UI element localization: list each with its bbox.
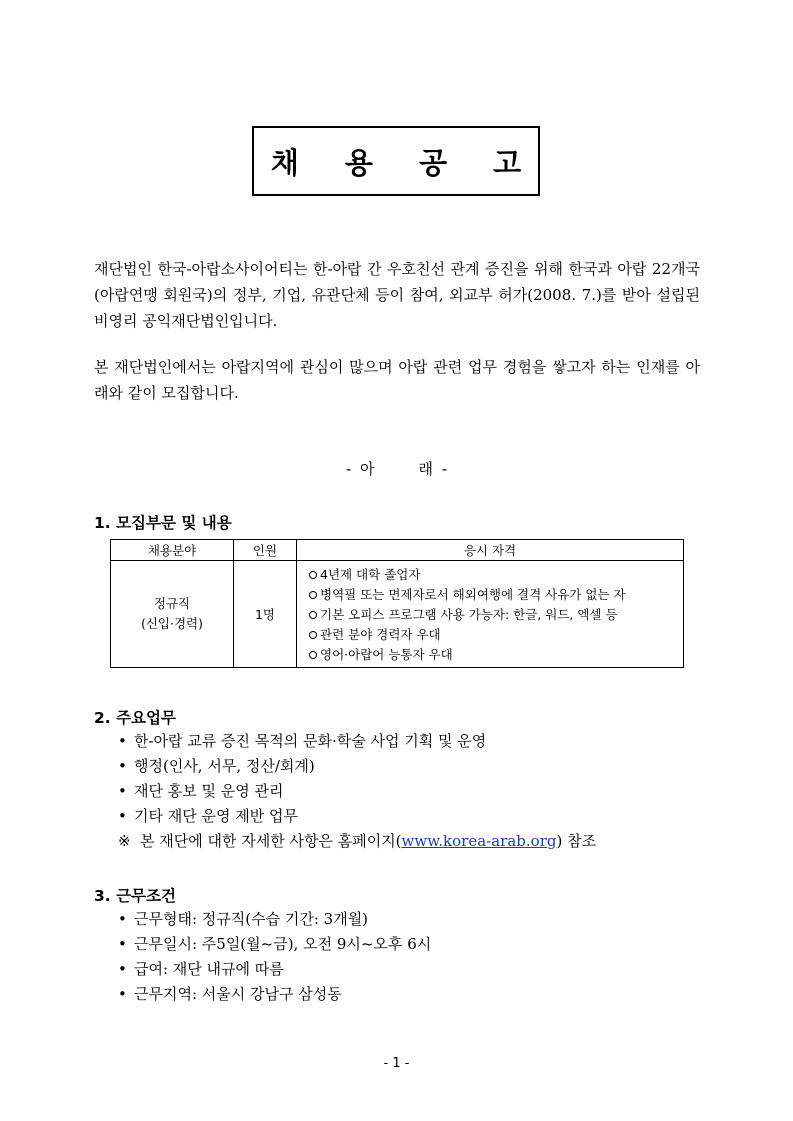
bullet-icon: •	[118, 910, 127, 928]
list-item	[118, 729, 596, 754]
circle-bullet-icon	[309, 651, 317, 659]
note-mark-icon: ※	[118, 832, 131, 850]
qualification-text: 관련 분야 경력자 우대	[320, 627, 441, 642]
field-line-2: (신입·경력)	[140, 616, 204, 631]
list-item	[118, 754, 596, 779]
qualification-item	[309, 604, 683, 624]
bullet-icon: •	[118, 960, 127, 978]
list-item-text: 근무일시: 주5일(월~금), 오전 9시~오후 6시	[134, 935, 432, 953]
below-marker	[0, 458, 793, 479]
bullet-icon: •	[118, 985, 127, 1003]
list-item-text: 급여: 재단 내규에 따름	[134, 960, 284, 978]
bullet-icon: •	[118, 757, 127, 775]
bullet-icon: •	[118, 935, 127, 953]
list-item	[118, 957, 431, 982]
page-title: 채 용 공 고	[270, 145, 540, 180]
list-item	[118, 982, 431, 1007]
below-marker-right: 래 -	[418, 460, 448, 478]
circle-bullet-icon	[309, 611, 317, 619]
qualification-item	[309, 584, 683, 604]
section-3-heading: 3. 근무조건	[94, 887, 176, 905]
table-header-field: 채용분야	[111, 540, 234, 561]
homepage-note	[118, 829, 596, 854]
field-cell	[111, 561, 234, 668]
section-1-heading: 1. 모집부문 및 내용	[94, 514, 232, 532]
conditions-list	[118, 907, 431, 1007]
bullet-icon: •	[118, 732, 127, 750]
qualification-text: 영어·아랍어 능통자 우대	[320, 647, 453, 662]
qualifications-cell	[297, 561, 684, 668]
list-item-text: 한-아랍 교류 증진 목적의 문화·학술 사업 기획 및 운영	[134, 732, 487, 750]
list-item	[118, 804, 596, 829]
note-text-before: 본 재단에 대한 자세한 사항은 홈페이지(	[140, 832, 402, 850]
page-number: - 1 -	[383, 1056, 410, 1071]
qualification-text: 기본 오피스 프로그램 사용 가능자: 한글, 워드, 엑셀 등	[320, 607, 618, 622]
circle-bullet-icon	[309, 591, 317, 599]
bullet-icon: •	[118, 807, 127, 825]
field-line-1: 정규직	[153, 596, 191, 611]
title-box	[252, 126, 540, 196]
bullet-icon: •	[118, 782, 127, 800]
list-item-text: 근무지역: 서울시 강남구 삼성동	[134, 985, 342, 1003]
list-item-text: 행정(인사, 서무, 정산/회계)	[134, 757, 315, 775]
list-item-text: 기타 재단 운영 제반 업무	[134, 807, 298, 825]
count-cell: 1명	[234, 561, 297, 668]
list-item	[118, 907, 431, 932]
list-item-text: 재단 홍보 및 운영 관리	[134, 782, 284, 800]
list-item	[118, 932, 431, 957]
note-text-after: ) 참조	[556, 832, 597, 850]
circle-bullet-icon	[309, 571, 317, 579]
qualification-text: 4년제 대학 졸업자	[320, 567, 421, 582]
list-item-text: 근무형태: 정규직(수습 기간: 3개월)	[134, 910, 369, 928]
below-marker-left: - 아	[345, 460, 375, 478]
intro-paragraph-1: 재단법인 한국-아랍소사이어티는 한-아랍 간 우호친선 관계 증진을 위해 한국과 아랍 22개국(아랍연맹 회원국)의 정부, 기업, 유관단체 등이 참여, 외교부 허가(2008. 7.)를 받아 설립된 비영리 공익재단법인입니다.	[94, 260, 700, 330]
qualification-text: 병역필 또는 면제자로서 해외여행에 결격 사유가 없는 자	[320, 587, 626, 602]
table-header-count: 인원	[234, 540, 297, 561]
table-row	[111, 561, 684, 668]
recruitment-table	[110, 539, 684, 668]
homepage-link[interactable]: www.korea-arab.org	[401, 832, 557, 850]
qualification-item	[309, 564, 683, 584]
duties-list	[118, 729, 596, 854]
intro-paragraph-2: 본 재단법인에서는 아랍지역에 관심이 많으며 아랍 관련 업무 경험을 쌓고자 하는 인재를 아래와 같이 모집합니다.	[94, 358, 700, 402]
circle-bullet-icon	[309, 631, 317, 639]
section-2-heading: 2. 주요업무	[94, 709, 176, 727]
list-item	[118, 779, 596, 804]
qualification-item	[309, 644, 683, 664]
table-header-row	[111, 540, 684, 561]
table-header-qualifications: 응시 자격	[297, 540, 684, 561]
qualification-item	[309, 624, 683, 644]
